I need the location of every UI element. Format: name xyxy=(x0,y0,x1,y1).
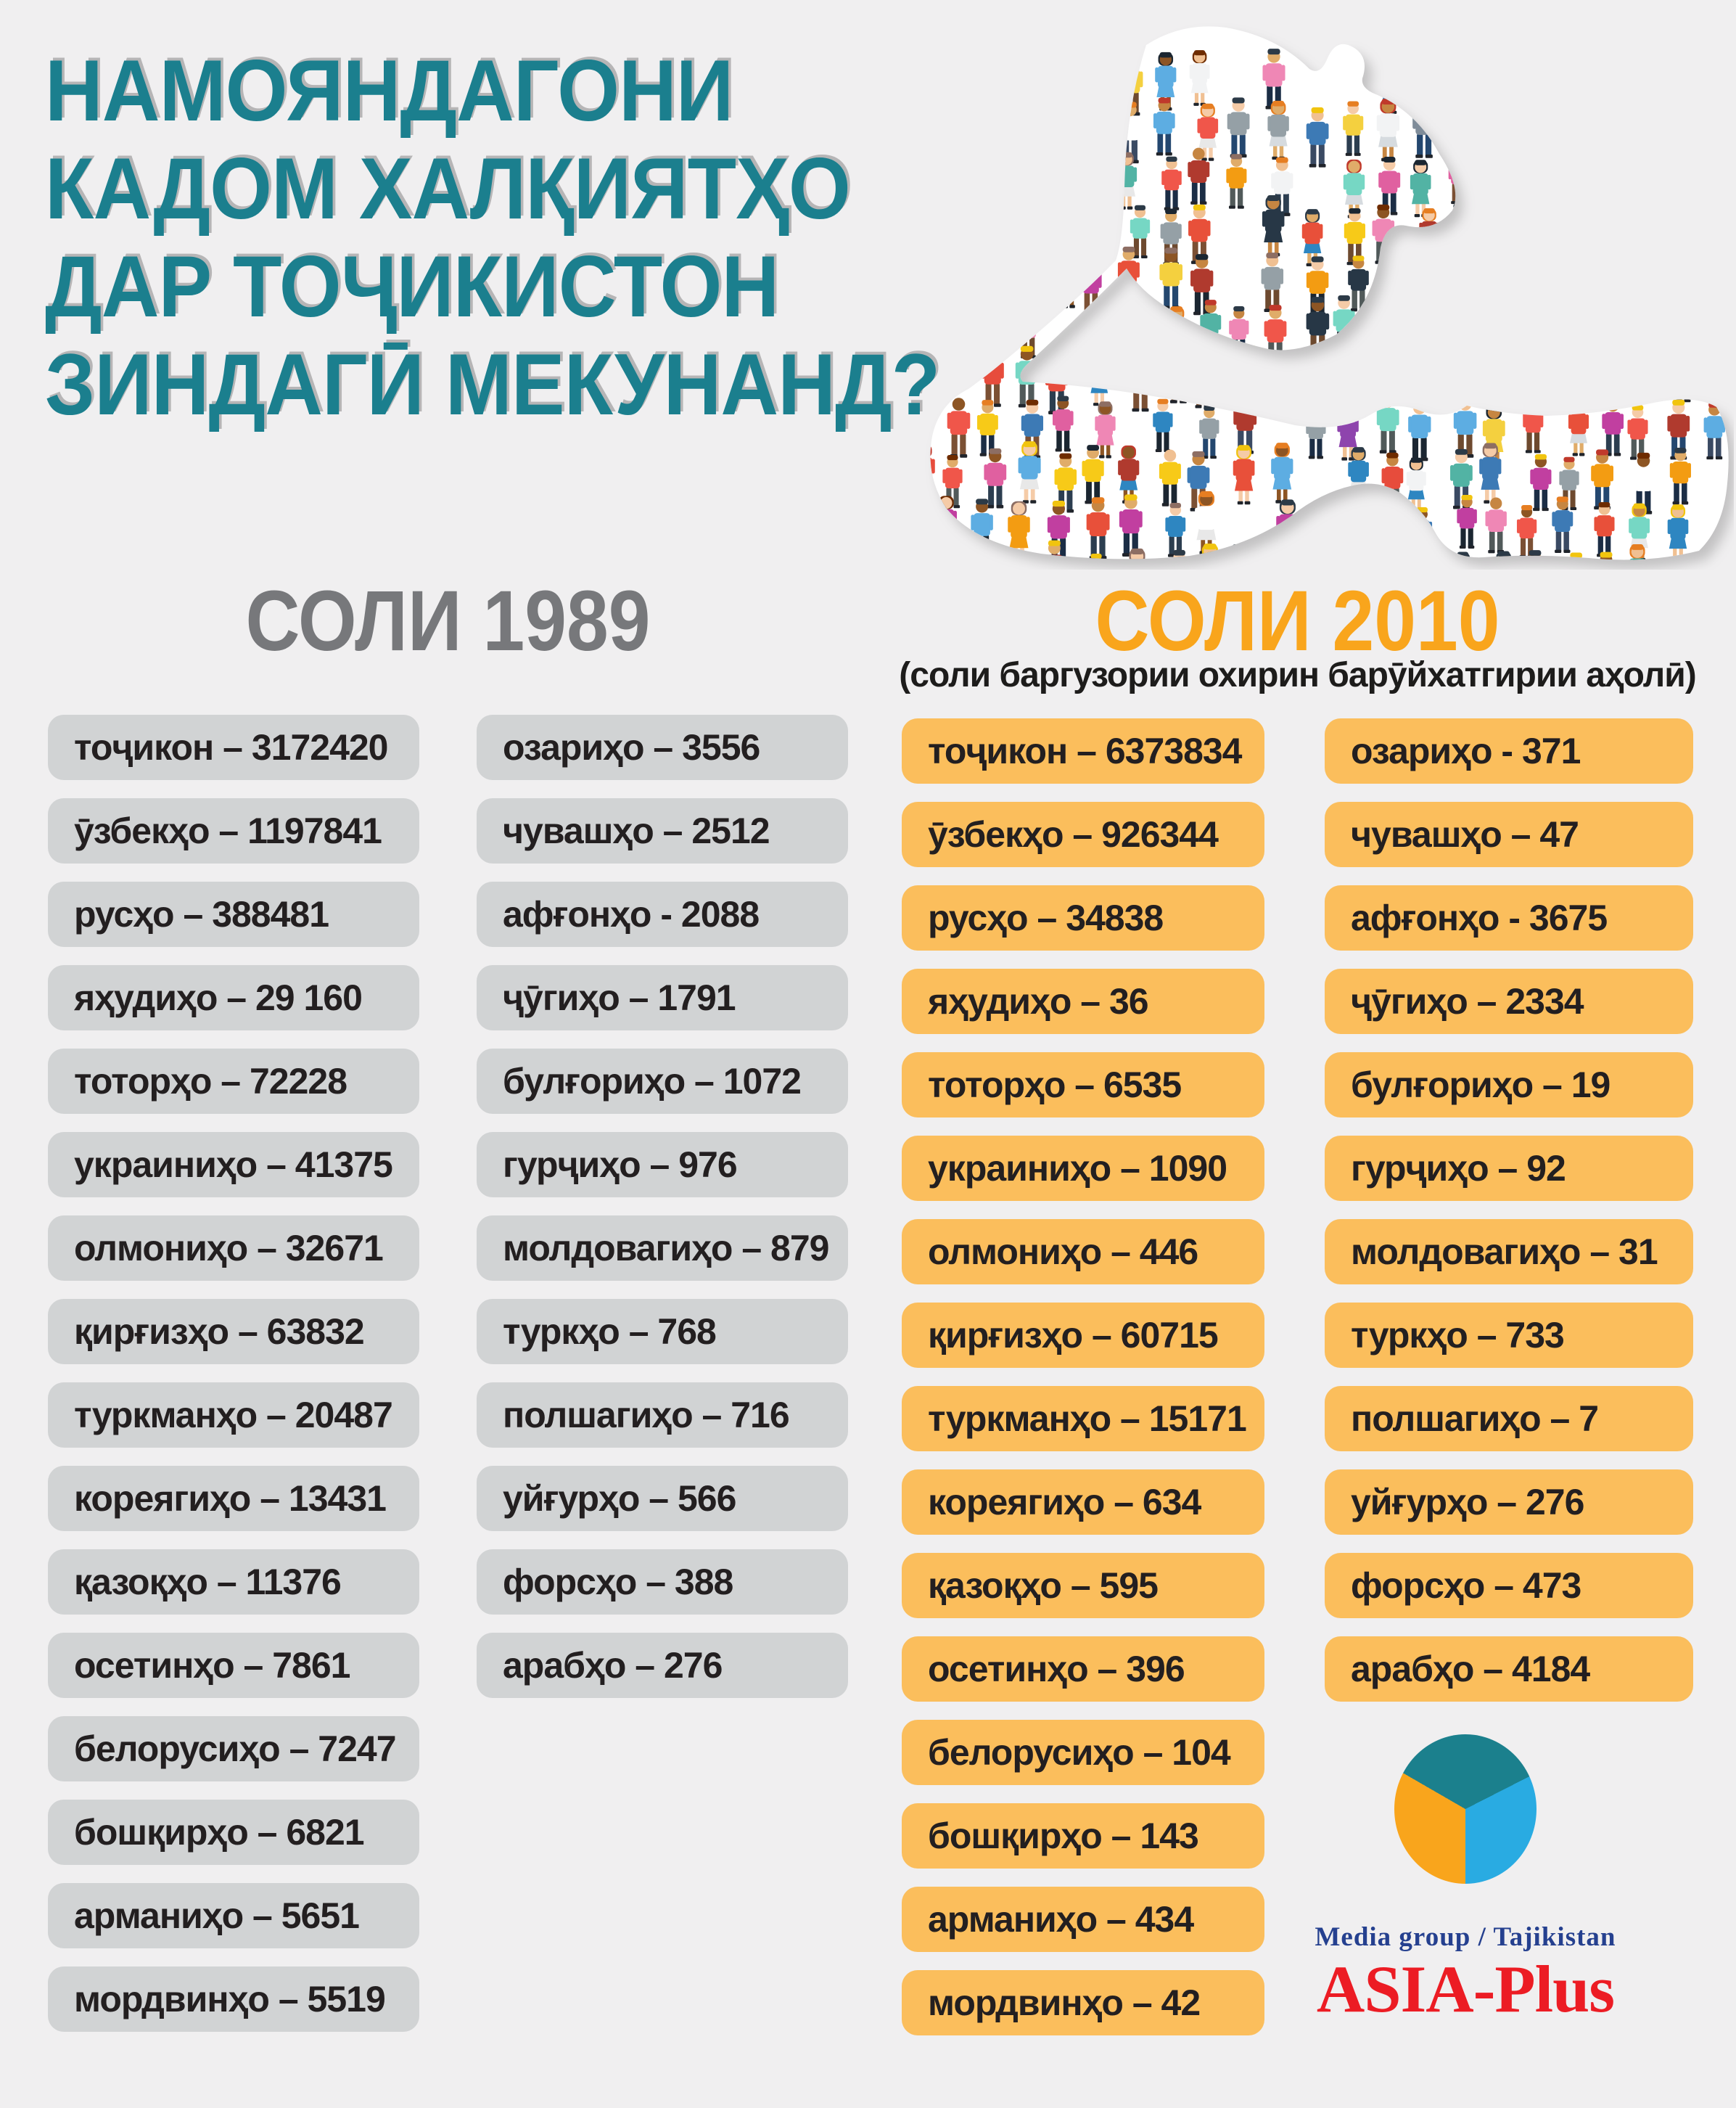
ethnicity-pill xyxy=(48,1132,419,1197)
ethnicity-pill xyxy=(48,798,419,864)
ethnicity-pill xyxy=(48,1549,419,1615)
ethnicity-pill-text: қирғизҳо – 60715 xyxy=(928,1315,1218,1356)
ethnicity-pill xyxy=(1325,1219,1693,1284)
ethnicity-pill-text: булғориҳо – 19 xyxy=(1351,1065,1610,1105)
ethnicity-pill xyxy=(902,802,1264,867)
ethnicity-pill-text: русҳо – 34838 xyxy=(928,898,1164,938)
ethnicity-pill xyxy=(48,965,419,1030)
ethnicity-pill xyxy=(1325,1052,1693,1117)
ethnicity-pill-text: тоторҳо – 6535 xyxy=(928,1065,1182,1105)
ethnicity-pill-text: русҳо – 388481 xyxy=(74,894,329,935)
ethnicity-pill-text: осетинҳо – 7861 xyxy=(74,1645,350,1686)
ethnicity-pill xyxy=(1325,1469,1693,1535)
ethnicity-pill xyxy=(902,718,1264,784)
ethnicity-pill-text: мордвинҳо – 42 xyxy=(928,1982,1201,2023)
list-2010-column-1 xyxy=(902,718,1264,2054)
ethnicity-pill-text: украиниҳо – 41375 xyxy=(74,1144,392,1185)
ethnicity-pill-text: белорусиҳо – 7247 xyxy=(74,1728,396,1769)
ethnicity-pill xyxy=(1325,1136,1693,1201)
ethnicity-pill-text: осетинҳо – 396 xyxy=(928,1649,1185,1689)
ethnicity-pill xyxy=(477,882,848,947)
ethnicity-pill-text: туркҳо – 733 xyxy=(1351,1315,1564,1356)
ethnicity-pill xyxy=(477,715,848,780)
ethnicity-pill-text: уйғурҳо – 566 xyxy=(503,1478,736,1519)
ethnicity-pill-text: чувашҳо – 47 xyxy=(1351,814,1579,855)
ethnicity-pill-text: молдовагиҳо – 31 xyxy=(1351,1231,1658,1272)
ethnicity-pill-text: тоторҳо – 72228 xyxy=(74,1061,347,1102)
ethnicity-pill-text: туркҳо – 768 xyxy=(503,1311,716,1352)
ethnicity-pill xyxy=(1325,885,1693,951)
ethnicity-pill-text: гурҷиҳо – 92 xyxy=(1351,1148,1566,1189)
ethnicity-pill xyxy=(48,1215,419,1281)
ethnicity-pill xyxy=(902,1136,1264,1201)
ethnicity-pill-text: ҷӯгиҳо – 1791 xyxy=(503,977,736,1018)
ethnicity-pill xyxy=(477,1215,848,1281)
ethnicity-pill xyxy=(902,969,1264,1034)
ethnicity-pill-text: ҷӯгиҳо – 2334 xyxy=(1351,981,1584,1022)
ethnicity-pill xyxy=(477,798,848,864)
ethnicity-pill xyxy=(1325,969,1693,1034)
ethnicity-pill-text: белорусиҳо – 104 xyxy=(928,1732,1230,1773)
ethnicity-pill-text: бошқирҳо – 143 xyxy=(928,1816,1198,1856)
ethnicity-pill-text: молдовагиҳо – 879 xyxy=(503,1228,829,1268)
section-heading-1989: СОЛИ 1989 xyxy=(245,573,651,669)
ethnicity-pill xyxy=(902,1720,1264,1785)
ethnicity-pill-text: мордвинҳо – 5519 xyxy=(74,1979,385,2019)
section-heading-2010: СОЛИ 2010 xyxy=(1095,573,1500,669)
ethnicity-pill-text: арманиҳо – 5651 xyxy=(74,1895,359,1936)
ethnicity-pill xyxy=(48,1633,419,1698)
ethnicity-pill xyxy=(902,1469,1264,1535)
ethnicity-pill-text: туркманҳо – 15171 xyxy=(928,1398,1246,1439)
ethnicity-pill-text: полшагиҳо – 7 xyxy=(1351,1398,1599,1439)
ethnicity-pill-text: афғонҳо - 2088 xyxy=(503,894,760,935)
list-1989-column-2 xyxy=(477,715,848,1716)
ethnicity-pill-text: тоҷикон – 6373834 xyxy=(928,731,1242,771)
ethnicity-pill xyxy=(902,1052,1264,1117)
ethnicity-pill-text: кореягиҳо – 13431 xyxy=(74,1478,386,1519)
ethnicity-pill-text: кореягиҳо – 634 xyxy=(928,1482,1201,1522)
ethnicity-pill-text: ӯзбекҳо – 1197841 xyxy=(74,811,382,851)
page-title xyxy=(45,42,1046,434)
ethnicity-pill-text: қазоқҳо – 595 xyxy=(928,1565,1158,1606)
ethnicity-pill-text: бошқирҳо – 6821 xyxy=(74,1812,364,1853)
ethnicity-pill-text: озариҳо - 371 xyxy=(1351,731,1581,771)
ethnicity-pill xyxy=(48,1049,419,1114)
logo-brand: ASIA-Plus xyxy=(1316,1952,1615,2026)
ethnicity-pill-text: ӯзбекҳо – 926344 xyxy=(928,814,1218,855)
page-title-line-2: КАДОМ ХАЛҚИЯТҲО xyxy=(45,140,850,237)
ethnicity-pill-text: украиниҳо – 1090 xyxy=(928,1148,1227,1189)
ethnicity-pill xyxy=(902,1636,1264,1702)
ethnicity-pill-text: арабҳо – 4184 xyxy=(1351,1649,1590,1689)
ethnicity-pill xyxy=(48,1883,419,1948)
ethnicity-pill-text: қирғизҳо – 63832 xyxy=(74,1311,364,1352)
page-title-line-1: НАМОЯНДАГОНИ xyxy=(45,42,733,139)
ethnicity-pill-text: арманиҳо – 434 xyxy=(928,1899,1194,1940)
ethnicity-pill-text: яҳудиҳо – 36 xyxy=(928,981,1148,1022)
ethnicity-pill-text: чувашҳо – 2512 xyxy=(503,811,770,851)
ethnicity-pill-text: олмониҳо – 32671 xyxy=(74,1228,383,1268)
ethnicity-pill xyxy=(1325,802,1693,867)
ethnicity-pill xyxy=(477,1633,848,1698)
list-2010-column-2 xyxy=(1325,718,1693,1720)
logo-tagline: Media group / Tajikistan xyxy=(1315,1922,1616,1952)
ethnicity-pill xyxy=(902,885,1264,951)
ethnicity-pill xyxy=(477,1299,848,1364)
ethnicity-pill xyxy=(902,1386,1264,1451)
list-1989-column-1 xyxy=(48,715,419,2050)
ethnicity-pill xyxy=(1325,1386,1693,1451)
tajikistan-map-crowd-illustration xyxy=(907,7,1734,570)
asia-plus-logo xyxy=(1291,1734,1640,2025)
ethnicity-pill xyxy=(477,1132,848,1197)
section-subtitle-2010: (соли баргузории охирин барӯйхатгирии аҳолӣ) xyxy=(899,656,1696,694)
ethnicity-pill xyxy=(477,1382,848,1448)
ethnicity-pill-text: уйғурҳо – 276 xyxy=(1351,1482,1584,1522)
pie-chart-logo-icon xyxy=(1394,1734,1537,1884)
ethnicity-pill-text: яҳудиҳо – 29 160 xyxy=(74,977,362,1018)
page-title-line-4: ЗИНДАГӢ МЕКУНАНД? xyxy=(45,336,940,433)
ethnicity-pill-text: тоҷикон – 3172420 xyxy=(74,727,388,768)
ethnicity-pill xyxy=(902,1553,1264,1618)
ethnicity-pill xyxy=(48,1466,419,1531)
ethnicity-pill-text: форсҳо – 388 xyxy=(503,1562,733,1602)
ethnicity-pill-text: гурҷиҳо – 976 xyxy=(503,1144,737,1185)
ethnicity-pill xyxy=(48,1299,419,1364)
ethnicity-pill xyxy=(48,882,419,947)
ethnicity-pill xyxy=(1325,718,1693,784)
ethnicity-pill-text: арабҳо – 276 xyxy=(503,1645,723,1686)
ethnicity-pill xyxy=(902,1887,1264,1952)
ethnicity-pill xyxy=(48,1800,419,1865)
ethnicity-pill xyxy=(48,1966,419,2032)
ethnicity-pill-text: афғонҳо - 3675 xyxy=(1351,898,1608,938)
ethnicity-pill-text: туркманҳо – 20487 xyxy=(74,1395,392,1435)
ethnicity-pill xyxy=(1325,1303,1693,1368)
ethnicity-pill xyxy=(902,1219,1264,1284)
ethnicity-pill-text: полшагиҳо – 716 xyxy=(503,1395,789,1435)
ethnicity-pill xyxy=(902,1303,1264,1368)
ethnicity-pill xyxy=(477,1549,848,1615)
ethnicity-pill-text: озариҳо – 3556 xyxy=(503,727,760,768)
page-title-line-3: ДАР ТОҶИКИСТОН xyxy=(45,238,779,335)
ethnicity-pill xyxy=(902,1803,1264,1869)
ethnicity-pill xyxy=(477,1049,848,1114)
ethnicity-pill xyxy=(477,1466,848,1531)
ethnicity-pill xyxy=(48,715,419,780)
ethnicity-pill xyxy=(48,1382,419,1448)
ethnicity-pill xyxy=(1325,1636,1693,1702)
ethnicity-pill-text: қазоқҳо – 11376 xyxy=(74,1562,341,1602)
ethnicity-pill xyxy=(1325,1553,1693,1618)
ethnicity-pill xyxy=(48,1716,419,1781)
ethnicity-pill-text: форсҳо – 473 xyxy=(1351,1565,1581,1606)
ethnicity-pill-text: булғориҳо – 1072 xyxy=(503,1061,801,1102)
ethnicity-pill-text: олмониҳо – 446 xyxy=(928,1231,1198,1272)
ethnicity-pill xyxy=(477,965,848,1030)
ethnicity-pill xyxy=(902,1970,1264,2035)
